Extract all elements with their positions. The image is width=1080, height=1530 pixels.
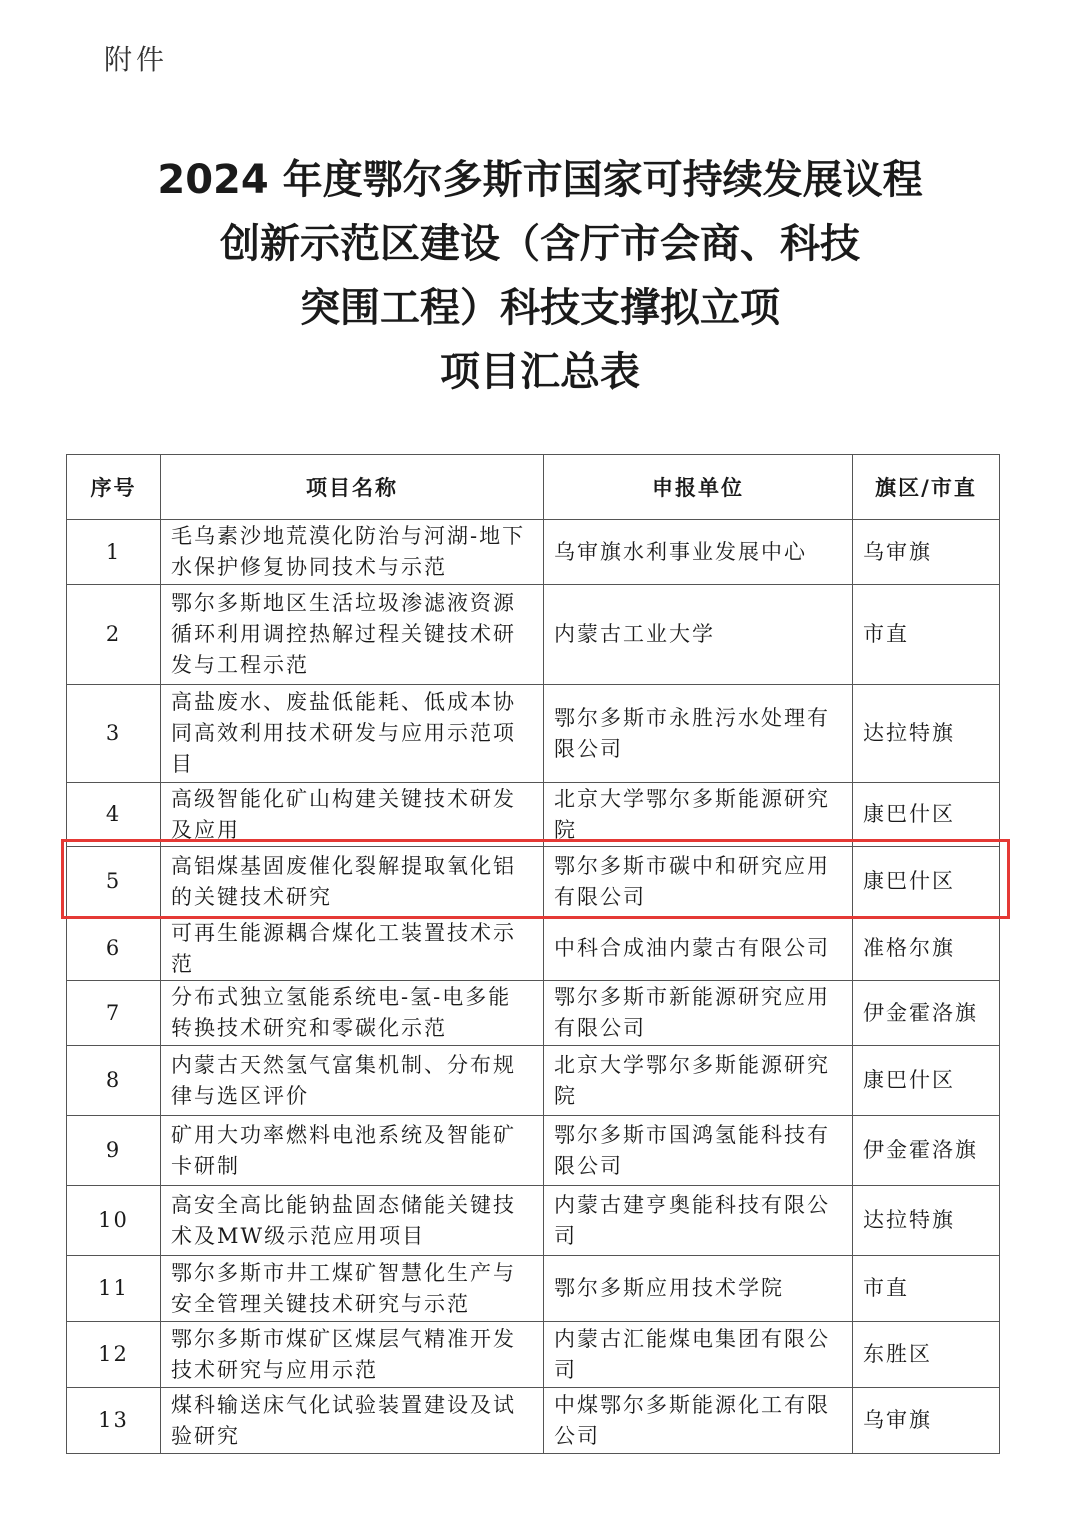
region: 康巴什区: [853, 783, 1000, 847]
table-row: [67, 1388, 1000, 1454]
table-row: [67, 685, 1000, 783]
project-name: 可再生能源耦合煤化工装置技术示范: [161, 917, 544, 981]
applicant-unit: 乌审旗水利事业发展中心: [544, 520, 853, 585]
project-name: 高级智能化矿山构建关键技术研发及应用: [161, 783, 544, 847]
applicant-unit: 鄂尔多斯应用技术学院: [544, 1256, 853, 1322]
row-number: 5: [67, 847, 161, 917]
row-number: 8: [67, 1046, 161, 1116]
applicant-unit: 内蒙古建亨奥能科技有限公司: [544, 1186, 853, 1256]
table-row: [67, 981, 1000, 1046]
applicant-unit: 北京大学鄂尔多斯能源研究院: [544, 783, 853, 847]
document-title: [0, 148, 1080, 404]
header-applicant-unit: 申报单位: [544, 455, 853, 520]
project-name: 鄂尔多斯市煤矿区煤层气精准开发技术研究与应用示范: [161, 1322, 544, 1388]
region: 市直: [853, 1256, 1000, 1322]
table-row: [67, 520, 1000, 585]
project-name: 内蒙古天然氢气富集机制、分布规律与选区评价: [161, 1046, 544, 1116]
project-name: 高铝煤基固废催化裂解提取氧化铝的关键技术研究: [161, 847, 544, 917]
table-row: [67, 783, 1000, 847]
table-row: [67, 1322, 1000, 1388]
row-number: 13: [67, 1388, 161, 1454]
project-name: 分布式独立氢能系统电-氢-电多能转换技术研究和零碳化示范: [161, 981, 544, 1046]
project-name: 矿用大功率燃料电池系统及智能矿卡研制: [161, 1116, 544, 1186]
table-row-highlighted: [67, 847, 1000, 917]
region: 达拉特旗: [853, 685, 1000, 783]
applicant-unit: 鄂尔多斯市永胜污水处理有限公司: [544, 685, 853, 783]
applicant-unit: 中科合成油内蒙古有限公司: [544, 917, 853, 981]
applicant-unit: 北京大学鄂尔多斯能源研究院: [544, 1046, 853, 1116]
project-table: [66, 454, 1000, 1454]
applicant-unit: 鄂尔多斯市碳中和研究应用有限公司: [544, 847, 853, 917]
region: 达拉特旗: [853, 1186, 1000, 1256]
region: 准格尔旗: [853, 917, 1000, 981]
table-row: [67, 1186, 1000, 1256]
row-number: 7: [67, 981, 161, 1046]
row-number: 9: [67, 1116, 161, 1186]
project-name: 鄂尔多斯地区生活垃圾渗滤液资源循环利用调控热解过程关键技术研发与工程示范: [161, 585, 544, 685]
table-row: [67, 585, 1000, 685]
attachment-label: 附件: [104, 43, 169, 76]
title-line-1: 2024 年度鄂尔多斯市国家可持续发展议程: [157, 157, 923, 203]
row-number: 12: [67, 1322, 161, 1388]
row-number: 1: [67, 520, 161, 585]
region: 市直: [853, 585, 1000, 685]
table-row: [67, 917, 1000, 981]
applicant-unit: 鄂尔多斯市新能源研究应用有限公司: [544, 981, 853, 1046]
region: 乌审旗: [853, 1388, 1000, 1454]
row-number: 2: [67, 585, 161, 685]
region: 乌审旗: [853, 520, 1000, 585]
header-region: 旗区/市直: [853, 455, 1000, 520]
table-header-row: [67, 455, 1000, 520]
title-line-3: 突围工程）科技支撑拟立项: [300, 285, 780, 331]
title-line-4: 项目汇总表: [440, 349, 640, 395]
table-row: [67, 1116, 1000, 1186]
project-name: 高安全高比能钠盐固态储能关键技术及MW级示范应用项目: [161, 1186, 544, 1256]
title-line-2: 创新示范区建设（含厅市会商、科技: [220, 221, 860, 267]
table-row: [67, 1256, 1000, 1322]
project-name: 高盐废水、废盐低能耗、低成本协同高效利用技术研发与应用示范项目: [161, 685, 544, 783]
region: 东胜区: [853, 1322, 1000, 1388]
region: 伊金霍洛旗: [853, 981, 1000, 1046]
region: 康巴什区: [853, 1046, 1000, 1116]
row-number: 10: [67, 1186, 161, 1256]
row-number: 11: [67, 1256, 161, 1322]
project-name: 煤科输送床气化试验装置建设及试验研究: [161, 1388, 544, 1454]
project-name: 鄂尔多斯市井工煤矿智慧化生产与安全管理关键技术研究与示范: [161, 1256, 544, 1322]
row-number: 6: [67, 917, 161, 981]
applicant-unit: 内蒙古汇能煤电集团有限公司: [544, 1322, 853, 1388]
table-row: [67, 1046, 1000, 1116]
region: 康巴什区: [853, 847, 1000, 917]
applicant-unit: 鄂尔多斯市国鸿氢能科技有限公司: [544, 1116, 853, 1186]
applicant-unit: 中煤鄂尔多斯能源化工有限公司: [544, 1388, 853, 1454]
project-name: 毛乌素沙地荒漠化防治与河湖-地下水保护修复协同技术与示范: [161, 520, 544, 585]
row-number: 4: [67, 783, 161, 847]
header-project-name: 项目名称: [161, 455, 544, 520]
row-number: 3: [67, 685, 161, 783]
header-number: 序号: [67, 455, 161, 520]
applicant-unit: 内蒙古工业大学: [544, 585, 853, 685]
region: 伊金霍洛旗: [853, 1116, 1000, 1186]
